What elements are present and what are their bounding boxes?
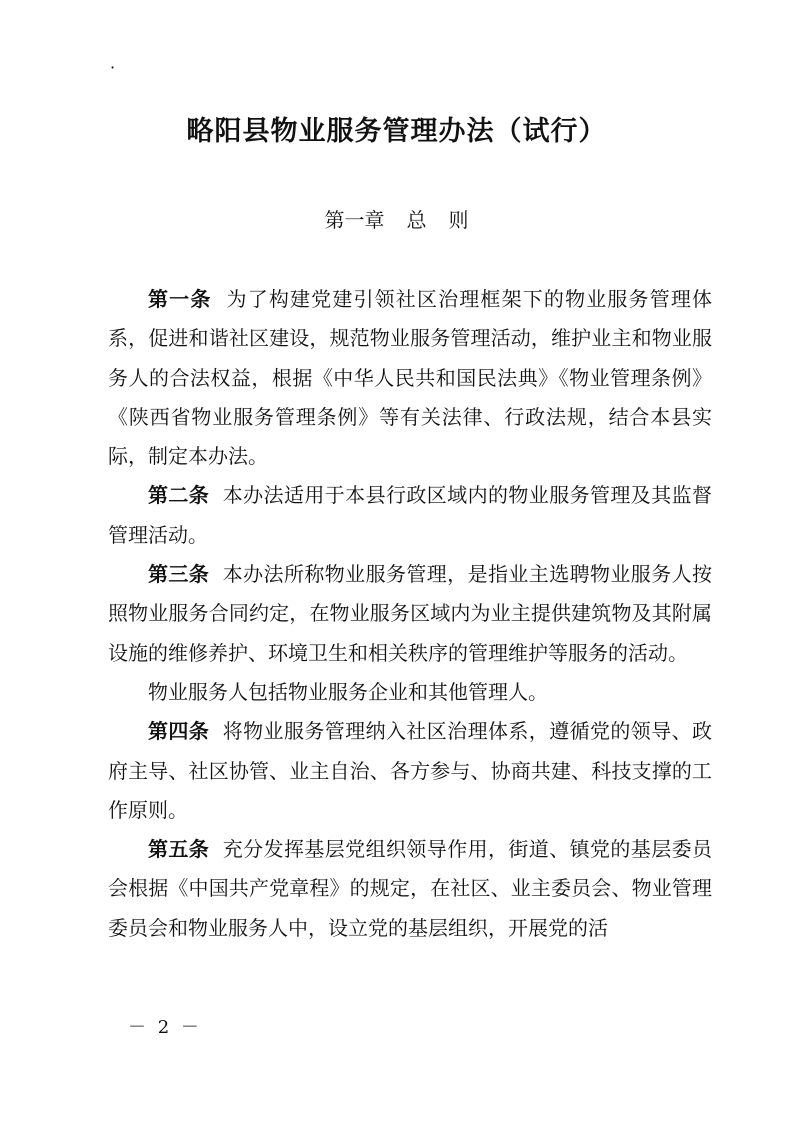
page-number: － 2 － bbox=[128, 1017, 202, 1038]
chapter-heading bbox=[0, 205, 793, 235]
article-text: 为了构建党建引领社区治理框架下的物业服务管理体系，促进和谐社区建设，规范物业服务管理活动，维护业主和物业服务人的合法权益，根据《中华人民共和国民法典》《物业管理条例》《陕西省物业服务管理条例》等有关法律、行政法规，结合本县实际，制定本办法。 bbox=[108, 287, 713, 469]
article-label: 第二条 bbox=[148, 483, 210, 508]
plain-paragraph bbox=[108, 673, 712, 712]
article-text: 将物业服务管理纳入社区治理体系，遵循党的领导、政府主导、社区协管、业主自治、各方参与、协商共建、科技支撑的工作原则。 bbox=[108, 719, 713, 822]
chapter-word-1: 总 bbox=[406, 208, 427, 232]
article-paragraph bbox=[108, 476, 712, 555]
article-label: 第四条 bbox=[148, 719, 210, 744]
article-paragraph bbox=[108, 280, 712, 476]
article-text: 充分发挥基层党组织领导作用，街道、镇党的基层委员会根据《中国共产党章程》的规定，在社区、业主委员会、物业管理委员会和物业服务人中，设立党的基层组织，开展党的活 bbox=[108, 837, 713, 940]
article-label: 第一条 bbox=[148, 287, 212, 311]
article-text: 本办法所称物业服务管理，是指业主选聘物业服务人按照物业服务合同约定，在物业服务区域内为业主提供建筑物及其附属设施的维修养护、环境卫生和相关秩序的管理维护等服务的活动。 bbox=[108, 562, 713, 665]
article-label: 第五条 bbox=[148, 837, 210, 862]
chapter-number: 第一章 bbox=[324, 208, 385, 232]
chapter-word-2: 则 bbox=[448, 208, 469, 232]
article-label: 第三条 bbox=[148, 562, 210, 587]
document-body bbox=[108, 280, 712, 948]
article-text: 本办法适用于本县行政区域内的物业服务管理及其监督管理活动。 bbox=[108, 483, 713, 547]
article-paragraph bbox=[108, 555, 712, 673]
document-title: 略阳县物业服务管理办法（试行） bbox=[186, 116, 607, 147]
corner-dot: · bbox=[110, 58, 116, 77]
paragraph-text: 物业服务人包括物业服务企业和其他管理人。 bbox=[148, 679, 548, 704]
article-paragraph bbox=[108, 830, 712, 948]
article-paragraph bbox=[108, 712, 712, 830]
